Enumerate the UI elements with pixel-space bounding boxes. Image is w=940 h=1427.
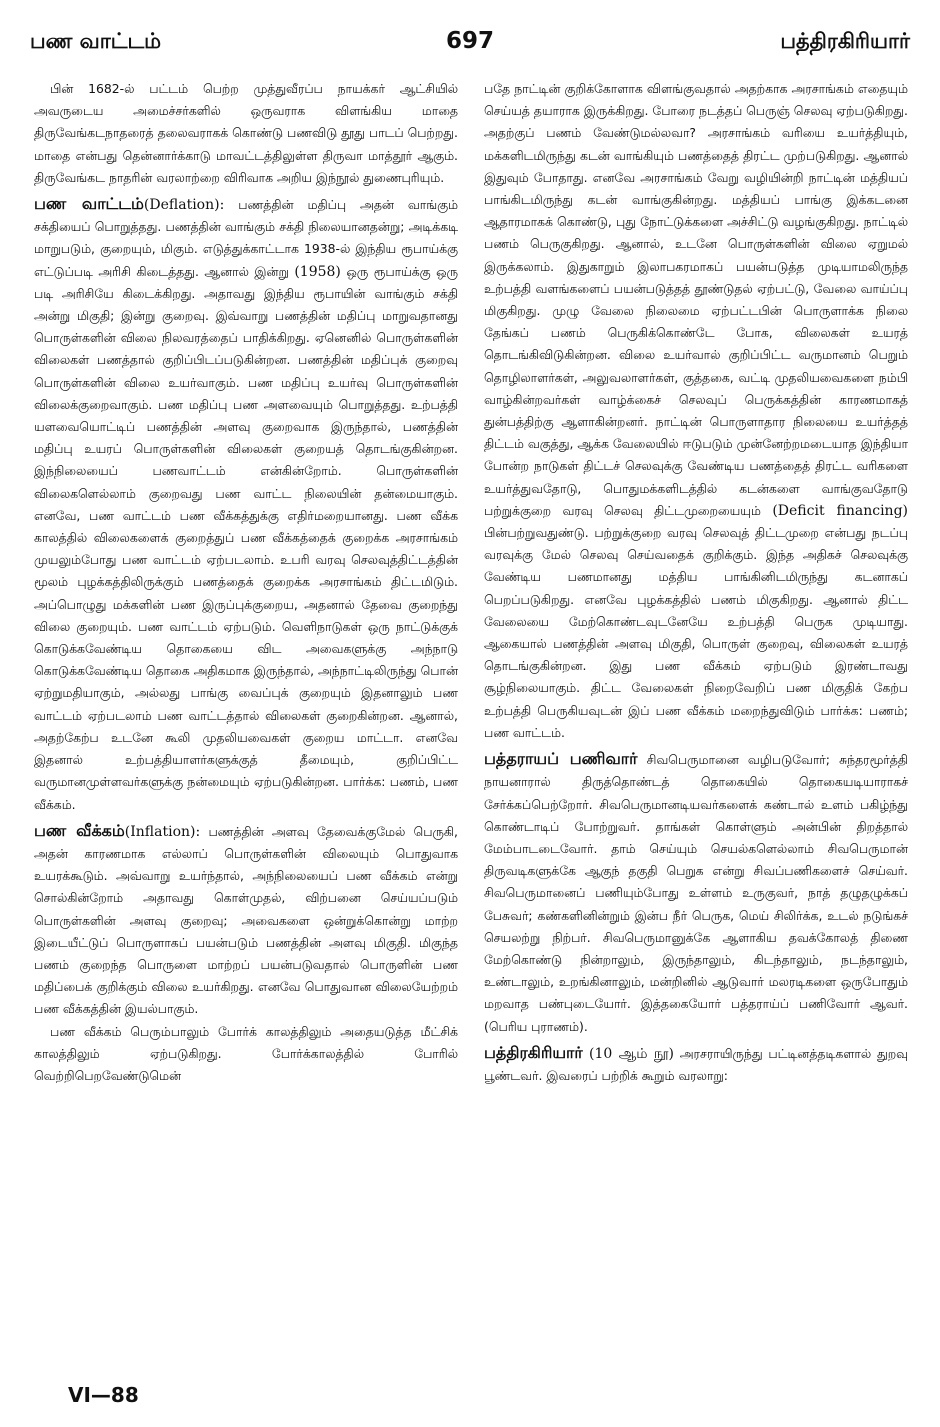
entry-pattarayar [484, 748, 908, 1038]
entry-term-inflation: (Inflation): [124, 823, 201, 840]
entry-heading-pattirakiriyar: பத்திரகிரியார் [484, 1042, 583, 1062]
running-head-left: பண வாட்டம் [30, 29, 162, 53]
paragraph-text-a: பதே நாட்டின் குறிக்கோளாக விளங்குவதால் அதற்காக அரசாங்கம் எதையும் செய்யத் தயாராக இருக்கிறது. போரை நடத்தப் பெருஞ் செலவு ஏற்படுகிறது. அதற்குப் பணம் வேண்டுமல்லவா? அரசாங்கம் வரியை உயர்த்தியும், மக்களிடமிருந்து கடன் வாங்கியும் பணத்தைத் திரட்ட முற்படுகிறது. ஆனால் இதுவும் போதாது. எனவே அரசாங்கம் வேறு வழியின்றி நாட்டின் மத்தியப் பாங்கிடமிருந்து கடன் வாங்குகின்றது. மத்தியப் பாங்கு இக்கடனை ஆதாரமாகக் கொண்டு, புது நோட்டுக்களை அச்சிட்டு வழங்குகிறது. நாட்டில் பணம் பெருகுகிறது. ஆனால், உடனே பொருள்களின் விலை ஏறுமல் இருக்கலாம். இதுகாறும் இலாபகரமாகப் பயன்படுத்த முடியாமலிருந்த உற்பத்தி வளங்களைப் பயன்படுத்தத் தூண்டுதல் ஏற்பட்டு, வேலை வாய்ப்பு மிகுகிறது. முழு வேலை நிலைமை ஏற்பட்டபின் பொருளாக்க நிலை தேங்கப் பணம் பெருகிக்கொண்டே போக, விலைகள் உயரத் தொடங்கிவிடுகின்றன. விலை உயர்வால் குறிப்பிட்ட வருமானம் பெறும் தொழிலாளர்கள், அலுவலாளர்கள், குத்தகை, வட்டி முதலியவைகளை நம்பி வாழ்கின்றவர்கள் வாழ்க்கைச் செலவுப் பெருக்கத்தின் காரணமாகத் துன்பத்திற்கு ஆளாகின்றனர். நாட்டின் பொருளாதார நிலையை உயர்த்தத் திட்டம் வகுத்து, ஆக்க வேலையில் ஈடுபடும் முன்னேற்றமடையாத இந்தியா போன்ற நாடுகள் திட்டச் செலவுக்கு வேண்டிய பணத்தைத் திரட்ட வரிகளை உயர்த்துவதோடு, பொதுமக்களிடத்தில் கடன்களை வாங்குவதோடு பற்றுக்குறை வரவு செலவு திட்டமுறையையும் [484, 81, 908, 518]
entry-text-deflation-a: பணத்தின் மதிப்பு அதன் வாங்கும் சக்தியைப் பொறுத்தது. பணத்தின் வாங்கும் சக்தி நிலையானதன்று; அடிக்கடி மாறுபடும், குறையும், மிகும். எடுத்துக்காட்டாக 1938-ல் இந்திய ரூபாய்க்கு எட்டுப்படி அரிசி கிடைத்தது. ஆனால் இன்று [34, 197, 458, 279]
entry-heading-inflation: பண வீக்கம் [34, 820, 125, 840]
page-number: 697 [445, 28, 494, 54]
entry-text-inflation-a: பணத்தின் அளவு தேவைக்குமேல் பெருகி, அதன் காரணமாக எல்லாப் பொருள்களின் விலையும் பொதுவாக உயரக்கூடும். அவ்வாறு உயர்ந்தால், அந்நிலையைப் பண வீக்கம் என்று சொல்கின்றோம் அதாவது கொள்முதல், விற்பனை செய்யப்படும் பொருள்களின் அளவு குறைவு; அவைகளை ஒன்றுக்கொன்று மாற்ற இடையீட்டுப் பொருளாகப் பயன்படும் பணத்தின் அளவு மிகுதி. மிகுந்த பணம் குறைந்த பொருளை மாற்றப் பயன்படுவதால் பொருளின் பண மதிப்பைக் குறிக்கும் விலை உயர்கிறது. எனவே பொதுவான விலையேற்றம் பண வீக்கத்தின் இயல்பாகும். [34, 823, 458, 1017]
paragraph-inflation-war: பண வீக்கம் பெரும்பாலும் போர்க் காலத்திலும் அதையடுத்த மீட்சிக் காலத்திலும் ஏற்படுகிறது. போர்க்காலத்தில் போரில் வெற்றிபெறவேண்டுமென் [34, 1023, 458, 1083]
entry-text-pattirakiriyar: அரசராயிருந்து பட்டினத்தடிகளால் துறவு பூண்டவர். இவரைப் பற்றிக் கூறும் வரலாறு: [484, 1045, 908, 1083]
paragraph-text-b: பின்பற்றுவதுண்டு. பற்றுக்குறை வரவு செலவுத் திட்டமுறை என்பது நடப்பு வரவுக்கு மேல் செலவு செய்வதைக் குறிக்கும். இந்த அதிகச் செலவுக்கு வேண்டிய பணமானது மத்திய பாங்கினிடமிருந்து கடனாகப் பெறப்படுகிறது. எனவே புழக்கத்தில் பணம் மிகுகிறது. ஆனால் திட்ட வேலையை மேற்கொண்டவுடனேயே உற்பத்தி பெருக முடியாது. ஆகையால் பணத்தின் அளவு மிகுதி, பொருள் குறைவு, விலைகள் உயரத் தொடங்குகின்றன. இது பண வீக்கம் ஏற்படும் இரண்டாவது சூழ்நிலையாகும். திட்ட வேலைகள் நிறைவேறிப் பண மிகுதிக் கேற்ப உற்பத்தி பெருகியவுடன் இப் பண வீக்கம் மறைந்துவிடும் பார்க்க: பணம்; பண வாட்டம். [484, 525, 908, 740]
paragraph-panavidu-thoothu: பின் 1682-ல் பட்டம் பெற்ற முத்துவீரப்ப நாயக்கர் ஆட்சியில் அவருடைய அமைச்சர்களில் ஒருவராக விளங்கிய மாதை திருவேங்கடநாதரைத் தலைவராகக் கொண்டு பணவிடு தூது பாடப் பெற்றது. மாதை என்பது தென்னார்க்காடு மாவட்டத்திலுள்ள திருவா மாத்தூர் ஆகும். திருவேங்கட நாதரின் வரலாற்றை விரிவாக அறிய இந்நூல் துணைபுரியும். [34, 81, 458, 185]
entry-inflation [34, 820, 458, 1021]
entry-year-1958: (1958) [294, 263, 341, 280]
entry-text-deflation-b: ஒரு ரூபாய்க்கு ஒரு படி அரிசியே கிடைக்கிறது. அதாவது இந்திய ரூபாயின் வாங்கும் சக்தி அன்று மிகுதி; இன்று குறைவு. இவ்வாறு பணத்தின் மதிப்பு மாறுவதானது பொருள்களின் விலை நிலவரத்தைப் பாதிக்கிறது. ஏனெனில் பொருள்களின் விலைகள் பணத்தால் குறிப்பிடப்படுகின்றன. பணத்தின் மதிப்புக் குறைவு பொருள்களின் விலை உயர்வாகும். பண மதிப்பு உயர்வு பொருள்களின் விலைக்குறைவாகும். பண மதிப்பு பண அளவையும் பொறுத்தது. உற்பத்தி யளவையொட்டிப் பணத்தின் அளவு குறைவாக இருந்தால், பணத்தின் மதிப்பு உயரப் பொருள்களின் விலைகள் குறையத் தொடங்குகின்றன. இந்நிலையைப் பணவாட்டம் என்கின்றோம். பொருள்களின் விலைகளெல்லாம் குறைவது பண வாட்ட நிலையின் தன்மையாகும். எனவே, பண வாட்டம் பண வீக்கத்துக்கு எதிர்மறையானது. பண வீக்க காலத்தில் விலைகளைக் குறைத்துப் பண வீக்கத்தைக் குறைக்க அரசாங்கம் முயலும்போது பண வாட்டம் ஏற்படலாம். உபரி வரவு செலவுத்திட்டத்தின் மூலம் புழக்கத்திலிருக்கும் பணத்தைக் குறைக்க அரசாங்கம் திட்டமிடும். அப்பொழுது மக்களின் பண இருப்புக்குறைய, அதனால் தேவை குறைந்து விலை குறையும். பண வாட்டம் ஏற்படும். வெளிநாடுகள் ஒரு நாட்டுக்குக் கொடுக்கவேண்டிய தொகையை விட அவைகளுக்கு அந்நாடு கொடுக்கவேண்டிய தொகை அதிகமாக இருந்தால், அந்நாட்டிலிருந்து பொன் ஏற்றுமதியாகும், அல்லது பாங்கு வைப்புக் குறையும் இதனாலும் பண வாட்டம் ஏற்படலாம் பண வாட்டத்தால் விலைகள் குறைகின்றன. ஆனால், அதற்கேற்ப உடனே கூலி முதலியவைகள் குறைய மாட்டா. எனவே இதனால் உற்பத்தியாளர்களுக்குத் தீமையும், குறிப்பிட்ட வருமானமுள்ளவர்களுக்கு நன்மையும் ஏற்படுகின்றன. பார்க்க: பணம், பண வீக்கம். [34, 263, 458, 812]
left-column [34, 78, 458, 1378]
entry-century: (10 ஆம் நூ) [582, 1045, 675, 1062]
entry-pattirakiriyar [484, 1042, 908, 1087]
paragraph-inflation-continued [484, 78, 908, 744]
entry-heading-pattarayar: பத்தராயப் பணிவார் [484, 749, 638, 769]
entry-term-deflation: (Deflation): [143, 197, 225, 214]
term-deficit-financing: (Deficit financing) [772, 502, 908, 519]
entry-text-pattarayar: சிவபெருமானை வழிபடுவோர்; சுந்தரமூர்த்தி நாயனாரால் திருத்தொண்டத் தொகையில் தொகையடியாராகச் சேர்க்கப்பெற்றோர். சிவபெருமானடியவர்களைக் கண்டால் உளம் பகிழ்ந்து கொண்டாடிப் போற்றுவர். தாங்கள் கொள்ளும் அன்பின் திறத்தால் மேம்பாடடைவோர். தாம் செய்யும் செயல்களெல்லாம் சிவபெருமான் திருவடிகளுக்கே ஆகுந் தகுதி பெறுக என்று சிவப்பணிகளைச் செய்வர். சிவபெருமானைப் பணியும்போது உள்ளம் உருகுவர், நாத் தழுதழுக்கப் பேசுவர்; கண்களினின்றும் இன்ப நீர் பெருக, மெய் சிலிர்க்க, உடல் நடுங்கச் செயலற்று நிற்பர். சிவபெருமானுக்கே ஆளாகிய தவக்கோலத் திணை மேற்கொண்டு நின்றாலும், இருந்தாலும், கிடந்தாலும், நடந்தாலும், உண்டாலும், உறங்கினாலும், மன்றினில் ஆடுவார் மலரடிகளை ஒருபோதும் மறவாத பண்புடையோர். இத்தகையோர் பத்தராய்ப் பணிவோர் ஆவர். (பெரிய புராணம்). [484, 752, 908, 1034]
right-column [484, 78, 908, 1378]
entry-deflation [34, 193, 458, 816]
running-head-right: பத்திரகிரியார் [780, 29, 910, 53]
signature-mark: VI—88 [68, 1383, 139, 1407]
entry-heading-deflation: பண வாட்டம் [34, 194, 144, 214]
